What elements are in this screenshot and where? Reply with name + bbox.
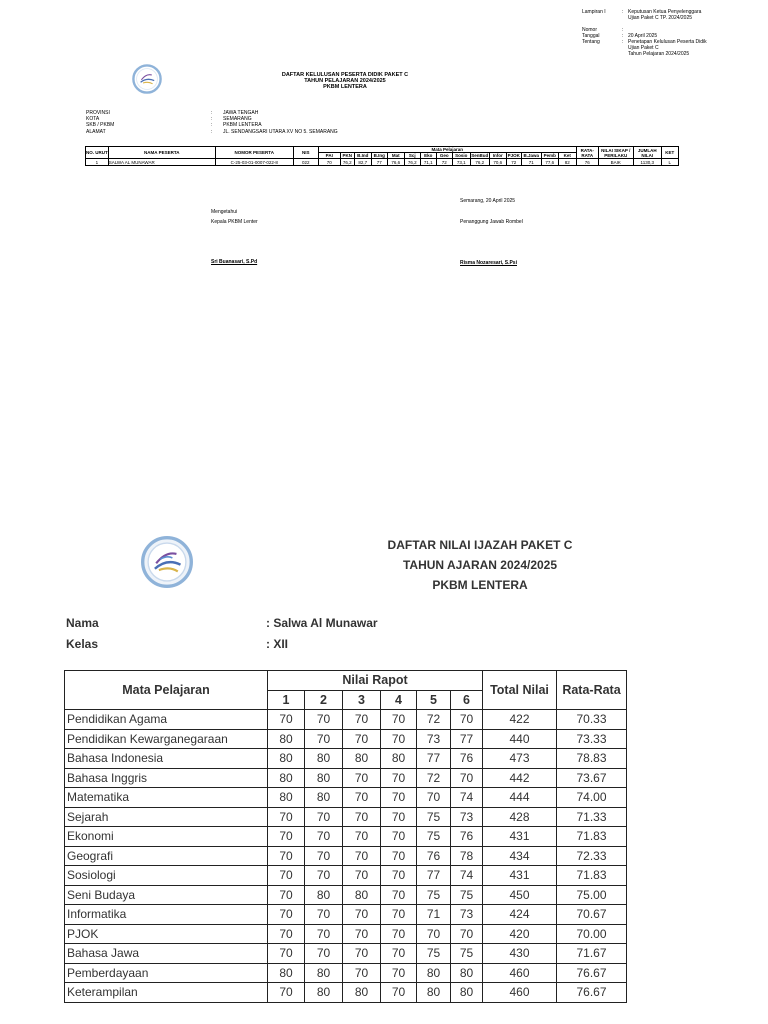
semester-score: 80 xyxy=(417,963,451,983)
semester-score: 80 xyxy=(451,963,483,983)
semester-score: 77 xyxy=(451,729,483,749)
subject-header: B.Jawa xyxy=(521,153,541,159)
lampiran-colon: : xyxy=(622,39,624,45)
grade-row xyxy=(65,885,627,905)
cell-score: 77 xyxy=(371,159,387,166)
semester-score: 70 xyxy=(305,807,343,827)
subject-header: PKN xyxy=(340,153,354,159)
grade-row xyxy=(65,729,627,749)
subject-cell: Bahasa Inggris xyxy=(65,768,268,788)
lampiran-key: Lampiran I xyxy=(582,9,606,15)
info-key: SKB / PKBM xyxy=(86,122,115,129)
cell-score: 70 xyxy=(318,159,340,166)
semester-score: 73 xyxy=(417,729,451,749)
signature-mengetahui: Mengetahui xyxy=(211,209,238,215)
semester-score: 70 xyxy=(381,788,417,808)
grade-row xyxy=(65,827,627,847)
semester-score: 80 xyxy=(343,749,381,769)
semester-header: 3 xyxy=(343,690,381,710)
semester-score: 70 xyxy=(343,866,381,886)
subject-header: B.Ind xyxy=(354,153,371,159)
semester-score: 70 xyxy=(381,924,417,944)
subject-header: Ket xyxy=(558,153,576,159)
grade-row xyxy=(65,905,627,925)
col-rata-rata: Rata-Rata xyxy=(557,671,627,710)
signature-date: Semarang, 20 April 2025 xyxy=(460,198,516,204)
semester-header: 5 xyxy=(417,690,451,710)
info-value: SEMARANG xyxy=(223,116,252,123)
total-cell: 431 xyxy=(483,866,557,886)
info-colon: : xyxy=(211,116,213,123)
info-colon: : xyxy=(211,122,213,129)
lampiran-row xyxy=(582,51,762,57)
semester-score: 70 xyxy=(343,944,381,964)
average-cell: 71.67 xyxy=(557,944,627,964)
average-cell: 72.33 xyxy=(557,846,627,866)
semester-score: 71 xyxy=(417,905,451,925)
semester-score: 70 xyxy=(305,846,343,866)
semester-score: 80 xyxy=(451,983,483,1003)
semester-score: 70 xyxy=(268,710,305,730)
grade-row xyxy=(65,983,627,1003)
semester-score: 70 xyxy=(343,768,381,788)
lampiran-value: Penetapan Kelulusan Peserta Didik xyxy=(628,39,707,45)
lampiran-block xyxy=(582,9,762,57)
signature-right-name: Risma Nozaresari, S.Psi xyxy=(460,260,517,266)
semester-score: 80 xyxy=(305,885,343,905)
semester-score: 70 xyxy=(417,788,451,808)
top-title xyxy=(210,72,480,90)
average-cell: 73.33 xyxy=(557,729,627,749)
semester-score: 74 xyxy=(451,788,483,808)
signature-left-role: Kepala PKBM Lenter xyxy=(211,219,258,225)
semester-score: 70 xyxy=(343,905,381,925)
grades-table xyxy=(64,670,627,1003)
total-cell: 440 xyxy=(483,729,557,749)
semester-score: 70 xyxy=(268,905,305,925)
semester-score: 73 xyxy=(451,905,483,925)
semester-score: 70 xyxy=(381,866,417,886)
total-cell: 434 xyxy=(483,846,557,866)
lampiran-key: Tentang xyxy=(582,39,600,45)
subject-cell: Bahasa Indonesia xyxy=(65,749,268,769)
pkbm-logo-large xyxy=(140,535,194,589)
semester-score: 70 xyxy=(381,983,417,1003)
semester-score: 72 xyxy=(417,768,451,788)
grade-row xyxy=(65,963,627,983)
semester-score: 76 xyxy=(417,846,451,866)
average-cell: 70.33 xyxy=(557,710,627,730)
cell-score: 70,6 xyxy=(489,159,506,166)
cell-sikap: BAIK xyxy=(598,159,633,166)
subject-header: Eko xyxy=(420,153,436,159)
cell-rata: 76 xyxy=(576,159,598,166)
semester-score: 80 xyxy=(268,729,305,749)
lampiran-colon: : xyxy=(622,33,624,39)
cell-jumlah: 1130,3 xyxy=(633,159,661,166)
total-cell: 420 xyxy=(483,924,557,944)
total-cell: 460 xyxy=(483,983,557,1003)
info-key: KOTA xyxy=(86,116,100,123)
col-mata-pelajaran: Mata Pelajaran xyxy=(318,147,576,153)
subject-header: Sosio xyxy=(452,153,470,159)
semester-score: 75 xyxy=(417,807,451,827)
info-key: PROVINSI xyxy=(86,110,110,116)
average-cell: 70.67 xyxy=(557,905,627,925)
cell-no: 1 xyxy=(86,159,109,166)
signature-left-name: Sri Buanasari, S.Pd xyxy=(211,259,258,265)
semester-score: 70 xyxy=(343,846,381,866)
cell-score: 73,1 xyxy=(452,159,470,166)
average-cell: 71.83 xyxy=(557,866,627,886)
grade-row xyxy=(65,944,627,964)
semester-score: 75 xyxy=(451,885,483,905)
kelas-value: : XII xyxy=(266,636,289,651)
subject-cell: Geografi xyxy=(65,846,268,866)
semester-score: 70 xyxy=(343,807,381,827)
subject-header: PAI xyxy=(318,153,340,159)
cell-nama: SALWA AL MUNAWAR xyxy=(108,159,215,166)
semester-score: 70 xyxy=(268,807,305,827)
grade-row xyxy=(65,749,627,769)
col-nilai-rapot: Nilai Rapot xyxy=(268,671,483,691)
col-mata-pelajaran: Mata Pelajaran xyxy=(65,671,268,710)
cell-score: 76,2 xyxy=(470,159,489,166)
lampiran-colon: : xyxy=(622,9,624,15)
semester-score: 70 xyxy=(268,924,305,944)
semester-score: 70 xyxy=(343,963,381,983)
lampiran-colon: : xyxy=(622,27,624,33)
info-value: JL. SENDANGSARI UTARA XV NO 5. SEMARANG xyxy=(223,128,338,135)
col-nama-peserta: NAMA PESERTA xyxy=(108,147,215,159)
semester-score: 70 xyxy=(343,924,381,944)
cell-score: 82 xyxy=(558,159,576,166)
semester-score: 76 xyxy=(451,827,483,847)
semester-score: 70 xyxy=(305,924,343,944)
semester-score: 70 xyxy=(381,710,417,730)
subject-cell: Sosiologi xyxy=(65,866,268,886)
semester-score: 70 xyxy=(381,768,417,788)
top-title-line: PKBM LENTERA xyxy=(323,84,367,90)
bottom-title-line: TAHUN AJARAN 2024/2025 xyxy=(402,558,558,572)
semester-score: 75 xyxy=(417,885,451,905)
semester-score: 70 xyxy=(305,866,343,886)
semester-score: 80 xyxy=(268,768,305,788)
semester-score: 80 xyxy=(343,885,381,905)
semester-score: 75 xyxy=(417,944,451,964)
average-cell: 74.00 xyxy=(557,788,627,808)
subject-header: PJOK xyxy=(507,153,520,158)
cell-score: 72 xyxy=(436,159,452,166)
semester-score: 78 xyxy=(451,846,483,866)
subject-cell: PJOK xyxy=(65,924,268,944)
cell-nis: 022 xyxy=(293,159,318,166)
cell-score: 82,7 xyxy=(354,159,371,166)
semester-header: 1 xyxy=(268,690,305,710)
col-nis: NIS xyxy=(293,147,318,159)
semester-score: 70 xyxy=(381,963,417,983)
semester-score: 70 xyxy=(381,944,417,964)
semester-score: 70 xyxy=(451,924,483,944)
semester-score: 80 xyxy=(268,963,305,983)
lampiran-key: Tanggal xyxy=(582,33,600,39)
subject-header: SenBud xyxy=(471,153,489,158)
semester-score: 70 xyxy=(451,768,483,788)
semester-score: 80 xyxy=(305,749,343,769)
info-value: JAWA TENGAH xyxy=(223,110,259,116)
cell-score: 71,1 xyxy=(420,159,436,166)
info-key: ALAMAT xyxy=(86,128,106,135)
semester-score: 75 xyxy=(417,827,451,847)
lampiran-key xyxy=(582,51,622,57)
semester-score: 77 xyxy=(417,866,451,886)
pkbm-logo-small xyxy=(131,63,163,95)
signature-right-role: Penanggung Jawab Rombel xyxy=(460,219,523,225)
cell-score: 76,6 xyxy=(387,159,404,166)
total-cell: 444 xyxy=(483,788,557,808)
top-title-line: TAHUN PELAJARAN 2024/2025 xyxy=(304,78,386,84)
grade-row xyxy=(65,807,627,827)
grade-row xyxy=(65,924,627,944)
subject-header: Pemb xyxy=(541,153,558,159)
kelas-label: Kelas xyxy=(66,636,99,651)
cell-score: 76,2 xyxy=(404,159,420,166)
average-cell: 71.33 xyxy=(557,807,627,827)
semester-score: 77 xyxy=(417,749,451,769)
semester-score: 70 xyxy=(343,729,381,749)
semester-score: 74 xyxy=(451,866,483,886)
average-cell: 71.83 xyxy=(557,827,627,847)
subject-header: Infor xyxy=(489,153,506,159)
info-row xyxy=(86,129,338,135)
subject-cell: Ekonomi xyxy=(65,827,268,847)
subject-header: Scj xyxy=(404,153,420,159)
school-info xyxy=(86,110,338,135)
col-nomor-peserta: NOMOR PESERTA xyxy=(215,147,293,159)
cell-nomor: C-25-03-01-0007-022-8 xyxy=(215,159,293,166)
semester-score: 70 xyxy=(268,827,305,847)
semester-score: 70 xyxy=(305,827,343,847)
semester-score: 70 xyxy=(305,710,343,730)
semester-score: 80 xyxy=(305,788,343,808)
graduation-table xyxy=(85,146,679,166)
subject-header: Mat xyxy=(387,153,404,159)
col-nilai-sikap: NILAI SIKAP / PERILAKU xyxy=(598,147,633,159)
average-cell: 75.00 xyxy=(557,885,627,905)
total-cell: 442 xyxy=(483,768,557,788)
semester-score: 70 xyxy=(268,885,305,905)
semester-score: 70 xyxy=(343,710,381,730)
semester-score: 80 xyxy=(417,983,451,1003)
semester-header: 4 xyxy=(381,690,417,710)
lampiran-value: 20 April 2025 xyxy=(628,33,658,39)
average-cell: 76.67 xyxy=(557,983,627,1003)
lampiran-value: Keputusan Ketua Penyelenggara xyxy=(628,9,702,15)
cell-score: 77,6 xyxy=(541,159,558,166)
total-cell: 430 xyxy=(483,944,557,964)
semester-score: 76 xyxy=(451,749,483,769)
col-ket: KET xyxy=(661,147,678,159)
bottom-title xyxy=(380,535,580,595)
subject-cell: Pemberdayaan xyxy=(65,963,268,983)
subject-cell: Seni Budaya xyxy=(65,885,268,905)
top-title-line: DAFTAR KELULUSAN PESERTA DIDIK PAKET C xyxy=(281,72,409,78)
semester-score: 80 xyxy=(305,963,343,983)
bottom-title-line: PKBM LENTERA xyxy=(432,578,528,592)
total-cell: 473 xyxy=(483,749,557,769)
grade-row xyxy=(65,846,627,866)
cell-score: 72 xyxy=(506,159,521,166)
subject-cell: Sejarah xyxy=(65,807,268,827)
average-cell: 73.67 xyxy=(557,768,627,788)
info-colon: : xyxy=(211,110,213,116)
lampiran-value: Tahun Pelajaran 2024/2025 xyxy=(628,51,690,57)
total-cell: 424 xyxy=(483,905,557,925)
semester-score: 70 xyxy=(381,846,417,866)
average-cell: 78.83 xyxy=(557,749,627,769)
col-no-urut: NO. URUT xyxy=(86,147,109,159)
subject-header: Geo xyxy=(436,153,452,159)
lampiran-value: Ujian Paket C TP. 2024/2025 xyxy=(628,15,693,21)
semester-score: 70 xyxy=(305,944,343,964)
semester-score: 70 xyxy=(305,729,343,749)
semester-header: 6 xyxy=(451,690,483,710)
col-rata-rata: RATA-RATA xyxy=(576,147,598,159)
grade-row xyxy=(65,768,627,788)
info-value: PKBM LENTERA xyxy=(223,122,262,129)
student-info xyxy=(66,612,378,654)
average-cell: 76.67 xyxy=(557,963,627,983)
subject-cell: Keterampilan xyxy=(65,983,268,1003)
semester-score: 70 xyxy=(381,729,417,749)
semester-score: 70 xyxy=(381,827,417,847)
semester-score: 80 xyxy=(305,768,343,788)
total-cell: 460 xyxy=(483,963,557,983)
semester-score: 80 xyxy=(305,983,343,1003)
semester-score: 70 xyxy=(268,944,305,964)
semester-score: 70 xyxy=(381,807,417,827)
cell-ket: L xyxy=(661,159,678,166)
semester-score: 70 xyxy=(417,924,451,944)
cell-score: 71 xyxy=(521,159,541,166)
lampiran-value: Ujian Paket C xyxy=(628,45,659,51)
lampiran-key: Nomor xyxy=(582,27,598,33)
grade-row xyxy=(65,866,627,886)
nama-label: Nama xyxy=(66,615,99,630)
semester-score: 80 xyxy=(343,983,381,1003)
cell-score: 76,2 xyxy=(340,159,354,166)
semester-header: 2 xyxy=(305,690,343,710)
col-total-nilai: Total Nilai xyxy=(483,671,557,710)
nama-value: : Salwa Al Munawar xyxy=(266,615,378,630)
col-jumlah-nilai: JUMLAH NILAI xyxy=(633,147,661,159)
semester-score: 72 xyxy=(417,710,451,730)
total-cell: 450 xyxy=(483,885,557,905)
subject-cell: Pendidikan Kewarganegaraan xyxy=(65,729,268,749)
semester-score: 70 xyxy=(343,827,381,847)
info-colon: : xyxy=(211,128,213,135)
total-cell: 428 xyxy=(483,807,557,827)
subject-cell: Informatika xyxy=(65,905,268,925)
subject-cell: Bahasa Jawa xyxy=(65,944,268,964)
semester-score: 80 xyxy=(381,749,417,769)
semester-score: 70 xyxy=(268,866,305,886)
semester-score: 75 xyxy=(451,944,483,964)
subject-cell: Matematika xyxy=(65,788,268,808)
semester-score: 70 xyxy=(268,983,305,1003)
semester-score: 73 xyxy=(451,807,483,827)
semester-score: 70 xyxy=(305,905,343,925)
semester-score: 70 xyxy=(451,710,483,730)
semester-score: 70 xyxy=(343,788,381,808)
semester-score: 70 xyxy=(268,846,305,866)
total-cell: 431 xyxy=(483,827,557,847)
grade-row xyxy=(65,710,627,730)
subject-header: B.Ing xyxy=(371,153,387,159)
semester-score: 70 xyxy=(381,905,417,925)
table-row xyxy=(86,159,679,166)
grade-row xyxy=(65,788,627,808)
semester-score: 70 xyxy=(381,885,417,905)
bottom-title-line: DAFTAR NILAI IJAZAH PAKET C xyxy=(387,538,573,552)
subject-cell: Pendidikan Agama xyxy=(65,710,268,730)
average-cell: 70.00 xyxy=(557,924,627,944)
semester-score: 80 xyxy=(268,749,305,769)
semester-score: 80 xyxy=(268,788,305,808)
total-cell: 422 xyxy=(483,710,557,730)
